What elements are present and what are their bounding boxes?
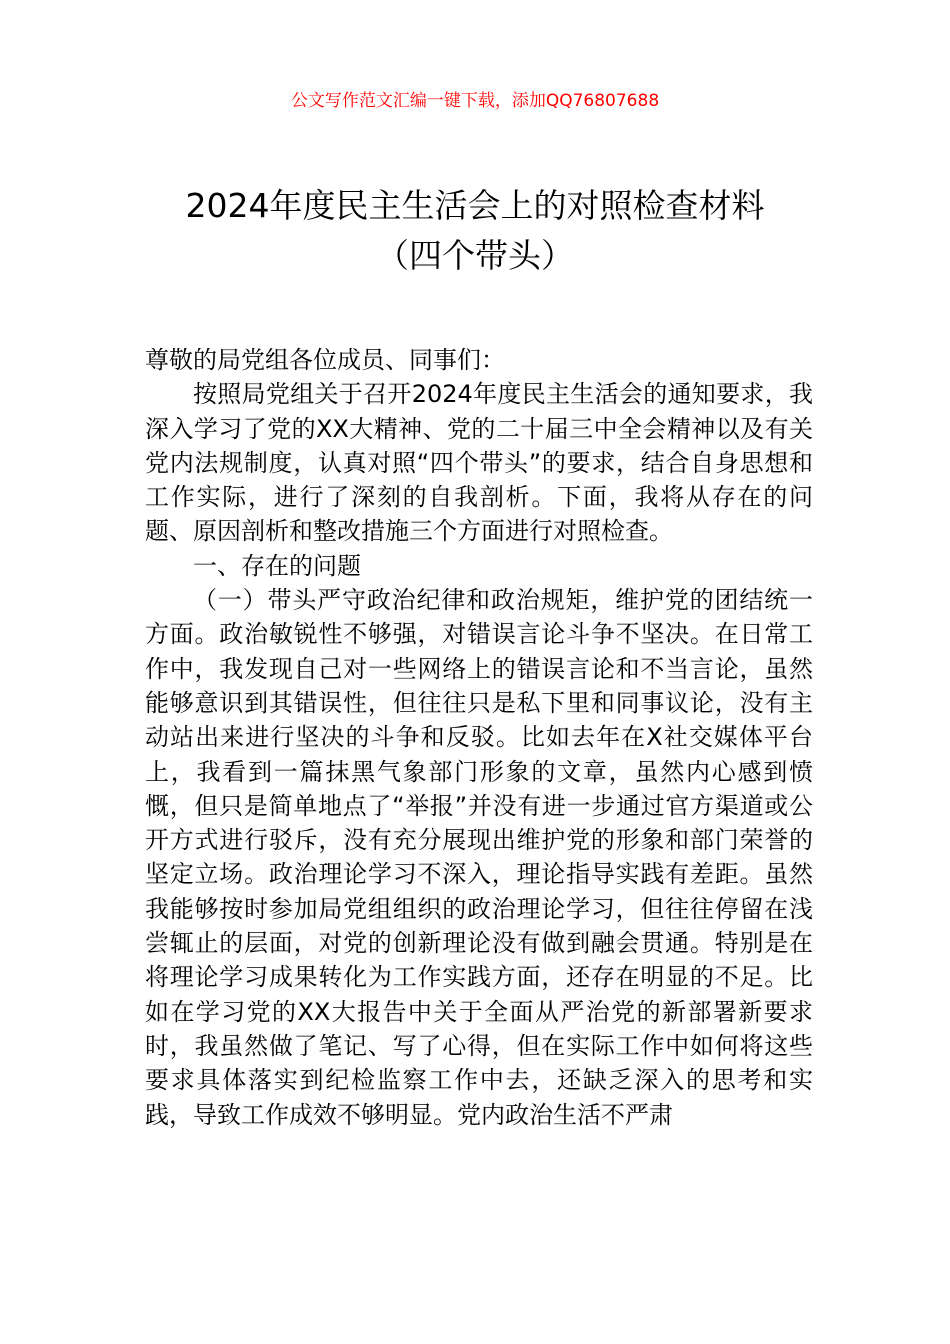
section-heading-problems: 一、存在的问题 — [193, 551, 361, 580]
document-title: 2024年度民主生活会上的对照检查材料 — [185, 186, 765, 225]
problem-item-one-paragraph: （一）带头严守政治纪律和政治规矩，维护党的团结统一方面。政治敏锐性不够强，对错误言论斗争不坚决。在日常工作中，我发现自己对一些网络上的错误言论和不当言论，虽然能够意识到其错误性，但往往只是私下里和同事议论，没有主动站出来进行坚决的斗争和反驳。比如去年在X社交媒体平台上，我看到一篇抹黑气象部门形象的文章，虽然内心感到愤慨，但只是简单地点了“举报”并没有进一步通过官方渠道或公开方式进行驳斥，没有充分展现出维护党的形象和部门荣誉的坚定立场。政治理论学习不深入，理论指导实践有差距。虽然我能够按时参加局党组组织的政治理论学习，但往往停留在浅尝辄止的层面，对党的创新理论没有做到融会贯通。特别是在将理论学习成果转化为工作实践方面，还存在明显的不足。比如在学习党的XX大报告中关于全面从严治党的新部署新要求时，我虽然做了笔记、写了心得，但在实际工作中如何将这些要求具体落实到纪检监察工作中去，还缺乏深入的思考和实践，导致工作成效不够明显。党内政治生活不严肃 — [145, 586, 813, 1129]
document-subtitle: （四个带头） — [376, 236, 574, 275]
document-body — [145, 343, 813, 1132]
salutation: 尊敬的局党组各位成员、同事们： — [145, 346, 505, 374]
intro-paragraph: 按照局党组关于召开2024年度民主生活会的通知要求，我深入学习了党的XX大精神、党的二十届三中全会精神以及有关党内法规制度，认真对照“四个带头”的要求，结合自身思想和工作实际，进行了深刻的自我剖析。下面，我将从存在的问题、原因剖析和整改措施三个方面进行对照检查。 — [145, 380, 813, 546]
download-promo-note: 公文写作范文汇编一键下载，添加QQ76807688 — [290, 91, 660, 111]
